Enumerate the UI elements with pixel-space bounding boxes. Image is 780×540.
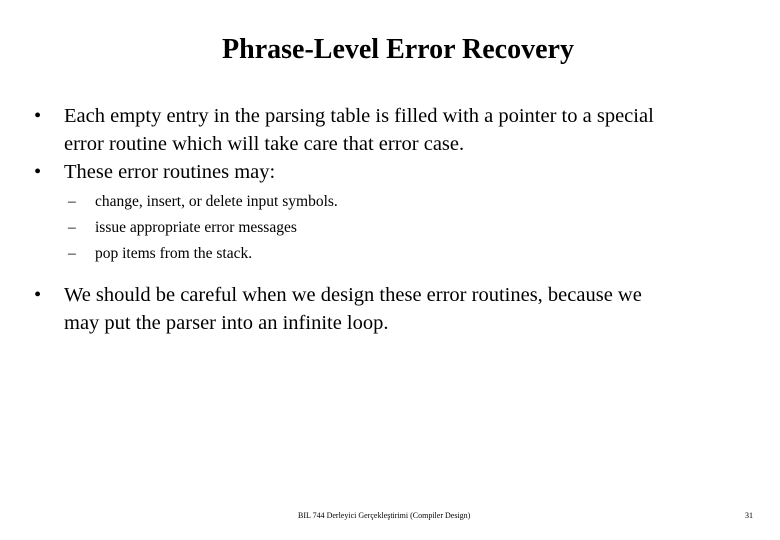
footer-course-title: BIL 744 Derleyici Gerçekleştirimi (Compiler Design) — [298, 511, 471, 520]
bullet-icon: • — [34, 105, 42, 127]
dash-icon: – — [68, 193, 76, 210]
sub-bullet-item — [64, 215, 764, 241]
slide-title: Phrase-Level Error Recovery — [222, 34, 574, 65]
bullet-text-line: Each empty entry in the parsing table is filled with a pointer to a special — [64, 105, 654, 127]
bullet-item-infinite-loop-warning — [34, 281, 764, 337]
bullet-text-line: These error routines may: — [64, 161, 276, 183]
bullet-text-line: may put the parser into an infinite loop. — [64, 312, 389, 334]
bullet-item-empty-entries — [34, 102, 764, 158]
sub-bullet-text: change, insert, or delete input symbols. — [95, 193, 338, 210]
bullet-text-line: We should be careful when we design these error routines, because we — [64, 284, 642, 306]
dash-icon: – — [68, 245, 76, 262]
bullet-list — [34, 102, 764, 337]
bullet-item-error-routines — [34, 158, 764, 267]
sub-bullet-text: issue appropriate error messages — [95, 219, 297, 236]
bullet-text-line: error routine which will take care that error case. — [64, 133, 465, 155]
sub-bullet-text: pop items from the stack. — [95, 245, 253, 262]
bullet-icon: • — [34, 161, 42, 183]
page-number: 31 — [745, 511, 753, 520]
dash-icon: – — [68, 219, 76, 236]
bullet-icon: • — [34, 284, 42, 306]
sub-bullet-item — [64, 241, 764, 267]
sub-bullet-item — [64, 189, 764, 215]
sub-bullet-list — [64, 189, 764, 267]
